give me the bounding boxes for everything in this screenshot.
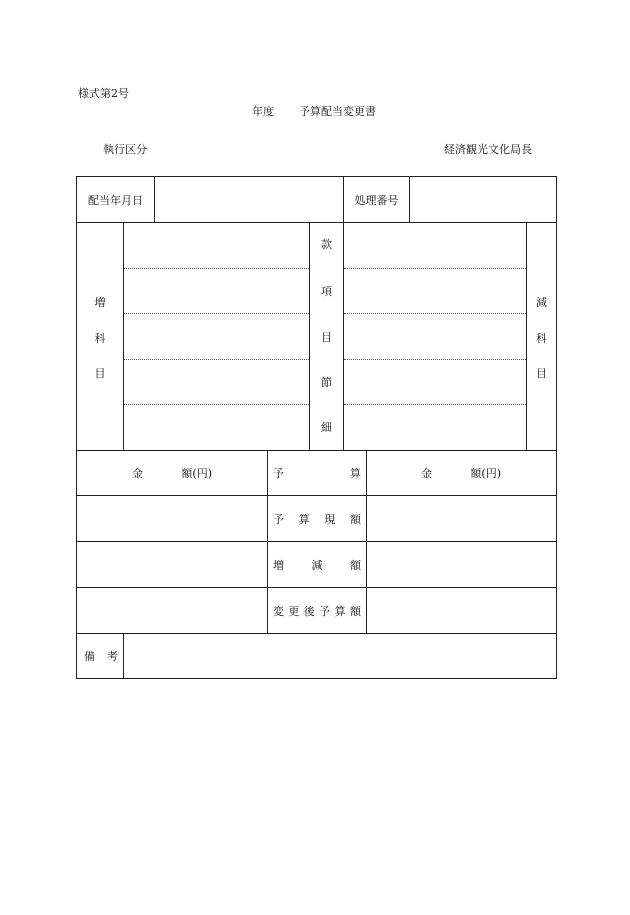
change-amount-right-field[interactable] (368, 543, 555, 586)
revised-budget-right-field[interactable] (368, 589, 555, 632)
processing-number-label: 処理番号 (354, 193, 399, 207)
budget-header (273, 465, 361, 480)
decrease-setsu-field[interactable] (345, 361, 525, 403)
form-number: 様式第2号 (78, 87, 129, 100)
processing-number-field[interactable] (411, 178, 555, 221)
increase-setsu-field[interactable] (125, 361, 308, 403)
revised-budget-char-1: 変 (273, 604, 284, 618)
decrease-kou-field[interactable] (345, 270, 525, 312)
level-sai-label: 細 (321, 420, 332, 434)
budget-char-2: 算 (350, 466, 361, 480)
amount-right-header (421, 465, 501, 480)
execution-category-label: 執行区分 (103, 143, 147, 156)
revised-budget-char-6: 額 (349, 604, 361, 618)
revised-budget-label (273, 603, 361, 618)
increase-subject-char-1: 増 (94, 295, 106, 309)
level-kan-label: 款 (321, 237, 332, 251)
change-amount-char-2: 減 (311, 558, 323, 572)
revised-budget-char-3: 後 (303, 604, 315, 618)
amount-left-header (132, 465, 212, 480)
decrease-moku-field[interactable] (345, 315, 525, 358)
document-title: 予算配当変更書 (299, 105, 376, 118)
decrease-subject-char-3: 目 (536, 366, 547, 380)
remarks-label (84, 648, 118, 663)
change-amount-left-field[interactable] (78, 543, 266, 586)
amount-left-char: 金 (132, 466, 143, 480)
decrease-subject-char-1: 減 (536, 295, 547, 309)
increase-subject-char-2: 科 (94, 331, 106, 345)
increase-sai-field[interactable] (125, 406, 308, 449)
change-amount-label (273, 557, 361, 572)
revised-budget-char-4: 予 (319, 604, 331, 618)
fiscal-year-label: 年度 (252, 105, 274, 118)
current-budget-char-3: 現 (324, 512, 336, 526)
remarks-field[interactable] (125, 635, 555, 677)
current-budget-left-field[interactable] (78, 497, 266, 540)
revised-budget-left-field[interactable] (78, 589, 266, 632)
increase-kou-field[interactable] (125, 270, 308, 312)
revised-budget-char-2: 更 (288, 604, 300, 618)
amount-right-yen: 額(円) (470, 466, 501, 480)
current-budget-char-2: 算 (298, 512, 310, 526)
current-budget-right-field[interactable] (368, 497, 555, 540)
decrease-kan-field[interactable] (345, 224, 525, 267)
current-budget-char-4: 額 (349, 512, 361, 526)
amount-left-yen: 額(円) (181, 466, 212, 480)
increase-subject-char-3: 目 (94, 366, 106, 380)
current-budget-label (273, 511, 361, 526)
allocation-date-label: 配当年月日 (88, 193, 143, 207)
allocation-date-field[interactable] (156, 178, 342, 221)
remarks-char-1: 備 (84, 649, 95, 663)
department-label: 経済観光文化局長 (444, 143, 532, 156)
level-setsu-label: 節 (321, 375, 332, 389)
level-kou-label: 項 (321, 284, 332, 298)
current-budget-char-1: 予 (273, 512, 284, 526)
decrease-subject-char-2: 科 (536, 331, 547, 345)
level-moku-label: 目 (321, 330, 332, 344)
revised-budget-char-5: 算 (334, 604, 346, 618)
change-amount-char-1: 増 (273, 558, 284, 572)
change-amount-char-3: 額 (350, 558, 361, 572)
amount-right-char: 金 (421, 466, 432, 480)
remarks-char-2: 考 (107, 649, 118, 663)
decrease-sai-field[interactable] (345, 406, 525, 449)
increase-kan-field[interactable] (125, 224, 308, 267)
budget-char-1: 予 (273, 466, 284, 480)
increase-moku-field[interactable] (125, 315, 308, 358)
